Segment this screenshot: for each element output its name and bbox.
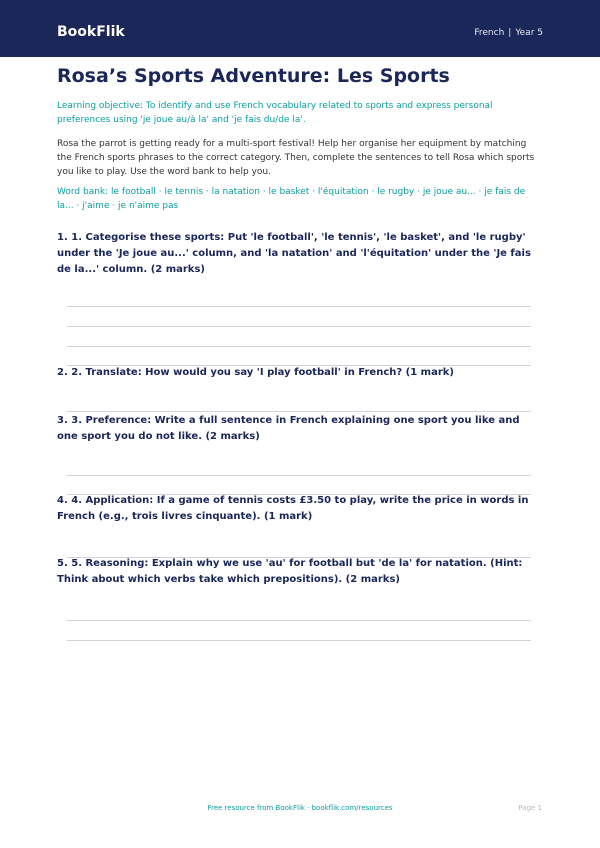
answer-line[interactable] bbox=[67, 640, 531, 641]
year-label: Year 5 bbox=[515, 28, 543, 38]
subject-year bbox=[474, 26, 543, 40]
learning-objective: Learning objective: To identify and use French vocabulary related to sports and express personal preferences using 'je joue au/à la' and 'je fais du/de la'. bbox=[57, 101, 493, 125]
answer-line[interactable] bbox=[67, 326, 531, 327]
question-4: 4. 4. Application: If a game of tennis costs £3.50 to play, write the price in words in French (e.g., trois livres cinquante). (1 mark) bbox=[57, 495, 529, 522]
brand-logo: BookFlik bbox=[57, 24, 125, 40]
page-title: Rosa’s Sports Adventure: Les Sports bbox=[57, 65, 450, 87]
answer-line[interactable] bbox=[67, 620, 531, 621]
subject-label: French bbox=[474, 28, 505, 38]
page-footer bbox=[0, 802, 600, 814]
intro-paragraph: Rosa the parrot is getting ready for a multi-sport festival! Help her organise her equipment by matching the French sports phrases to the correct category. Then, complete the sentences to tell Rosa which sports you like to play. Use the word bank to help you. bbox=[57, 139, 535, 177]
answer-line[interactable] bbox=[67, 411, 531, 412]
meta-separator: | bbox=[508, 28, 512, 38]
answer-line[interactable] bbox=[67, 475, 531, 476]
answer-line[interactable] bbox=[67, 306, 531, 307]
page-number: Page 1 bbox=[518, 804, 542, 812]
answer-line[interactable] bbox=[67, 346, 531, 347]
question-1: 1. 1. Categorise these sports: Put 'le football', 'le tennis', 'le basket', and 'le rugby' under the 'Je joue au...' column, and 'la natation' and 'l'équitation' under the 'Je fais de la...' column. (2 marks) bbox=[57, 232, 531, 275]
footer-link[interactable]: Free resource from BookFlik · bookflik.com/resources bbox=[207, 804, 393, 812]
question-5: 5. 5. Reasoning: Explain why we use 'au' for football but 'de la' for natation. (Hint: Think about which verbs take which prepositions). (2 marks) bbox=[57, 558, 523, 585]
question-3: 3. 3. Preference: Write a full sentence in French explaining one sport you like and one sport you do not like. (2 marks) bbox=[57, 415, 520, 442]
question-2: 2. 2. Translate: How would you say 'I play football' in French? (1 mark) bbox=[57, 367, 454, 378]
word-bank: Word bank: le football · le tennis · la natation · le basket · l'équitation · le rugby · je joue au... · je fais de la... · j'aime · je n'aime pas bbox=[57, 187, 526, 211]
page-header bbox=[0, 0, 600, 57]
